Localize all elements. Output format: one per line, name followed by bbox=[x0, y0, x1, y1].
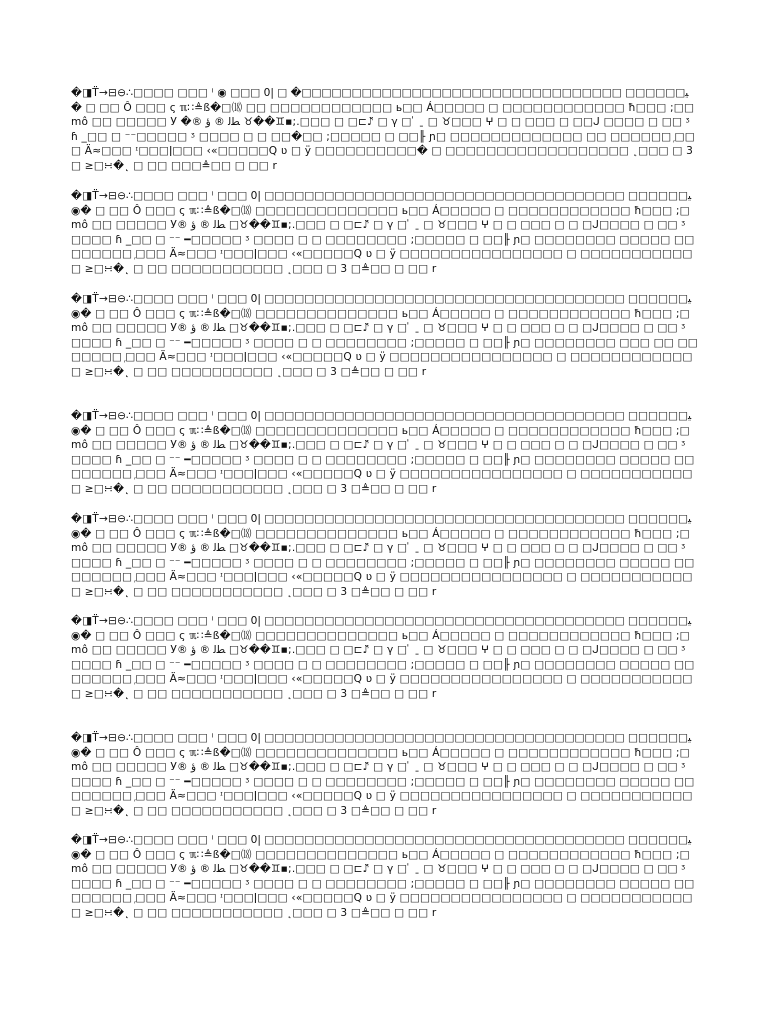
paragraph-8: �◨T̈→⊟⊖∴□□□□ □□□ ‫ﯿ□□□□□□ □□□□□□□□□□□□□□□□□□□□□□□□□□□□□□□□□□□□ |0 □□□ ⁱ ◉� □ □□ Ô □□□ ς ℼ∷≜ß�□⒅ □□□□□□□□□□□□□□ ь□□ Á□□□□□ □ □□□□□□□□□□□□ ħ□□□ ;□□♉��♊▪;.□□□ □ □⊏♪̈ □ γ □ ̍ ˍ □ ♉□□□ ⵖ □ □ □□□ □ □ □ᒍ□□□□ □ □□ ᶾ ﻄﻟ ® ؤ ®mô □□ □□□□□ У □□□□ ɦ _□□ □ ⁻⁻ ━□□□□□ ᶾ □□□□ □ □ □□□□□□□□ ;□□□□□ □ □□╟ ɲ□ □□□□□□□□ □□□□□ □□□□□□□□ ᷊□□□ Ä≈□□□ ᶦ□□□ǀ□□□ ‹«□□□□□Q ʋ □ ӱ □□□□□□□□□□□□□□□□ □ □□□□□□□□□□□□□□□□□□□□ ˛□□□ □ 3 □≜□□ □ □□ r□□ □□ □ ˛�∺□≤ □ bbox=[71, 834, 695, 919]
paragraph-6: �◨T̈→⊟⊖∴□□□□ □□□ ‫ﯿ□□□□□□ □□□□□□□□□□□□□□□□□□□□□□□□□□□□□□□□□□□□ |0 □□□ ⁱ ◉� □ □□ Ô □□□ ς ℼ∷≜ß�□⒅ □□□□□□□□□□□□□□ ь□□ Á□□□□□ □ □□□□□□□□□□□□ ħ□□□ ;□□♉��♊▪;.□□□ □ □⊏♪̈ □ γ □ ̍ ˍ □ ♉□□□ ⵖ □ □ □□□ □ □ □ᒍ□□□□ □ □□ ᶾ ﻄﻟ ® ؤ ®mô □□ □□□□□ У □□□□ ɦ _□□ □ ⁻⁻ ━□□□□□ ᶾ □□□□ □ □ □□□□□□□□ ;□□□□□ □ □□╟ ɲ□ □□□□□□□□ □□□□□ □□□□□□□□ ᷊□□□ Ä≈□□□ ᶦ□□□ǀ□□□ ‹«□□□□□Q ʋ □ ӱ □□□□□□□□□□□□□□□□ □ □□□□□□□□□□□□□□□□□□□□ ˛□□□ □ 3 □≜□□ □ □□ r□□ □□ □ ˛�∺□≤ □ bbox=[71, 615, 695, 700]
paragraph-7: �◨T̈→⊟⊖∴□□□□ □□□ ‫ﯿ□□□□□□ □□□□□□□□□□□□□□□□□□□□□□□□□□□□□□□□□□□□ |0 □□□ ⁱ ◉� □ □□ Ô □□□ ς ℼ∷≜ß�□⒅ □□□□□□□□□□□□□□ ь□□ Á□□□□□ □ □□□□□□□□□□□□ ħ□□□ ;□□♉��♊▪;.□□□ □ □⊏♪̈ □ γ □ ̍ ˍ □ ♉□□□ ⵖ □ □ □□□ □ □ □ᒍ□□□□ □ □□ ᶾ ﻄﻟ ® ؤ ®mô □□ □□□□□ У □□□□ ɦ _□□ □ ⁻⁻ ━□□□□□ ᶾ □□□□ □ □ □□□□□□□□ ;□□□□□ □ □□╟ ɲ□ □□□□□□□□ □□□□□ □□□□□□□□ ᷊□□□ Ä≈□□□ ᶦ□□□ǀ□□□ ‹«□□□□□Q ʋ □ ӱ □□□□□□□□□□□□□□□□ □ □□□□□□□□□□□□□□□□□□□□ ˛□□□ □ 3 □≜□□ □ □□ r□□ □□ □ ˛�∺□≤ □ bbox=[71, 732, 695, 817]
paragraph-1: �◨T̈→⊟⊖∴□□□□ □□□ ‫ﯿ□□□□□□ □□□□□□□□□□□□□□□□□□□□□□□□□□□□□□□□� □ |0 □□□ ⁱ ◉� □ □□ Ô □□□ ς ℼ∷≜ß�□⒅ □□ □□□□□□□□□□□□ ь□□ Á□□□□□ □ □□□□□□□□□□□□ ħ□□□ ;□□♉��♊▪;.□□□ □ □⊏♪̈ □ γ □ ̍ ˍ □ ♉□□□ ⵖ □ □ □□□ □ □□ᒍ □□□□ □ □□ ᶾ ﻄﻟ ® ؤ ®mô □□ □□□□□ У � ɦ _□□ □ ⁻⁻□□□□□ ᶾ □□□□ □ □ □□�□□ ;□□□□□ □ □□╟ ɲ□ □□□□□□□□□□□□□ □□ □□□□□□ ᷊□□□ Ä≈□□□ ᶦ□□□ǀ□□□ ‹«□□□□□Q ʋ □ ӱ □□□□□□□□□□� □ □□□□□□□□□□□□□□□□□□ ˛□□□ □ 3 □≜□□ □ □□ r□□ □□ □ ˛�∺□≤ □ bbox=[71, 87, 695, 172]
paragraph-3: �◨T̈→⊟⊖∴□□□□ □□□ ‫ﯿ□□□□□□ □□□□□□□□□□□□□□□□□□□□□□□□□□□□□□□□□□□□ |0 □□□ ⁱ ◉� □ □□ Ô □□□ ς ℼ∷≜ß�□⒅ □□□□□□□□□□□□□□ ь□□ Á□□□□□ □ □□□□□□□□□□□□ ħ□□□ ;□□♉��♊▪;.□□□ □ □⊏♪̈ □ γ □ ̍ ˍ □ ♉□□□ ⵖ □ □ □□□ □ □ □ᒍ□□□□ □ □□ ᶾ ﻄﻟ ® ؤ ®mô □□ □□□□□ У □□□□ ɦ _□□ □ ⁻⁻ ━□□□□□ ᶾ □□□□ □ □ □□□□□□□□ ;□□□□□ □ □□╟ ɲ□ □□□□□□□□ □□□ □□ □□□□□□□ ᷊□□□ Ä≈□□□ ᶦ□□□ǀ□□□ ‹«□□□□□Q ʋ □ ӱ □□□□□□□□□□□□□□□□ □ □□□□□□□□□□□□□□□□□□□□ ˛□□□ □ 3 □≜□□ □ □□ r□□ □□ □ ˛�∺□≤ □ bbox=[71, 293, 698, 378]
paragraph-4: �◨T̈→⊟⊖∴□□□□ □□□ ‫ﯿ□□□□□□ □□□□□□□□□□□□□□□□□□□□□□□□□□□□□□□□□□□□ |0 □□□ ⁱ ◉� □ □□ Ô □□□ ς ℼ∷≜ß�□⒅ □□□□□□□□□□□□□□ ь□□ Á□□□□□ □ □□□□□□□□□□□□ ħ□□□ ;□□♉��♊▪;.□□□ □ □⊏♪̈ □ γ □ ̍ ˍ □ ♉□□□ ⵖ □ □ □□□ □ □ □ᒍ□□□□ □ □□ ᶾ ﻄﻟ ® ؤ ®mô □□ □□□□□ У □□□□ ɦ _□□ □ ⁻⁻ ━□□□□□ ᶾ □□□□ □ □ □□□□□□□□ ;□□□□□ □ □□╟ ɲ□ □□□□□□□□ □□□□□ □□□□□□□□ ᷊□□□ Ä≈□□□ ᶦ□□□ǀ□□□ ‹«□□□□□Q ʋ □ ӱ □□□□□□□□□□□□□□□□ □ □□□□□□□□□□□□□□□□□□□□ ˛□□□ □ 3 □≜□□ □ □□ r□□ □□ □ ˛�∺□≤ □ bbox=[71, 410, 695, 495]
paragraph-5: �◨T̈→⊟⊖∴□□□□ □□□ ‫ﯿ□□□□□□ □□□□□□□□□□□□□□□□□□□□□□□□□□□□□□□□□□□□ |0 □□□ ⁱ ◉� □ □□ Ô □□□ ς ℼ∷≜ß�□⒅ □□□□□□□□□□□□□□ ь□□ Á□□□□□ □ □□□□□□□□□□□□ ħ□□□ ;□□♉��♊▪;.□□□ □ □⊏♪̈ □ γ □ ̍ ˍ □ ♉□□□ ⵖ □ □ □□□ □ □ □ᒍ□□□□ □ □□ ᶾ ﻄﻟ ® ؤ ®mô □□ □□□□□ У □□□□ ɦ _□□ □ ⁻⁻ ━□□□□□ ᶾ □□□□ □ □ □□□□□□□□ ;□□□□□ □ □□╟ ɲ□ □□□□□□□□ □□□□□ □□□□□□□□ ᷊□□□ Ä≈□□□ ᶦ□□□ǀ□□□ ‹«□□□□□Q ʋ □ ӱ □□□□□□□□□□□□□□□□ □ □□□□□□□□□□□□□□□□□□□□ ˛□□□ □ 3 □≜□□ □ □□ r□□ □□ □ ˛�∺□≤ □ bbox=[71, 513, 695, 598]
paragraph-2: �◨T̈→⊟⊖∴□□□□ □□□ ‫ﯿ□□□□□□ □□□□□□□□□□□□□□□□□□□□□□□□□□□□□□□□□□□□ |0 □□□ ⁱ ◉� □ □□ Ô □□□ ς ℼ∷≜ß�□⒅ □□□□□□□□□□□□□□ ь□□ Á□□□□□ □ □□□□□□□□□□□□ ħ□□□ ;□□♉��♊▪;.□□□ □ □⊏♪̈ □ γ □ ̍ ˍ □ ♉□□□ ⵖ □ □ □□□ □ □ □ᒍ□□□□ □ □□ ᶾ ﻄﻟ ® ؤ ®mô □□ □□□□□ У □□□□ ɦ _□□ □ ⁻⁻ ━□□□□□ ᶾ □□□□ □ □ □□□□□□□□ ;□□□□□ □ □□╟ ɲ□ □□□□□□□□ □□□□□ □□□□□□□□ ᷊□□□ Ä≈□□□ ᶦ□□□ǀ□□□ ‹«□□□□□Q ʋ □ ӱ □□□□□□□□□□□□□□□□ □ □□□□□□□□□□□□□□□□□□□□ ˛□□□ □ 3 □≜□□ □ □□ r□□ □□ □ ˛�∺□≤ □ bbox=[71, 190, 695, 275]
